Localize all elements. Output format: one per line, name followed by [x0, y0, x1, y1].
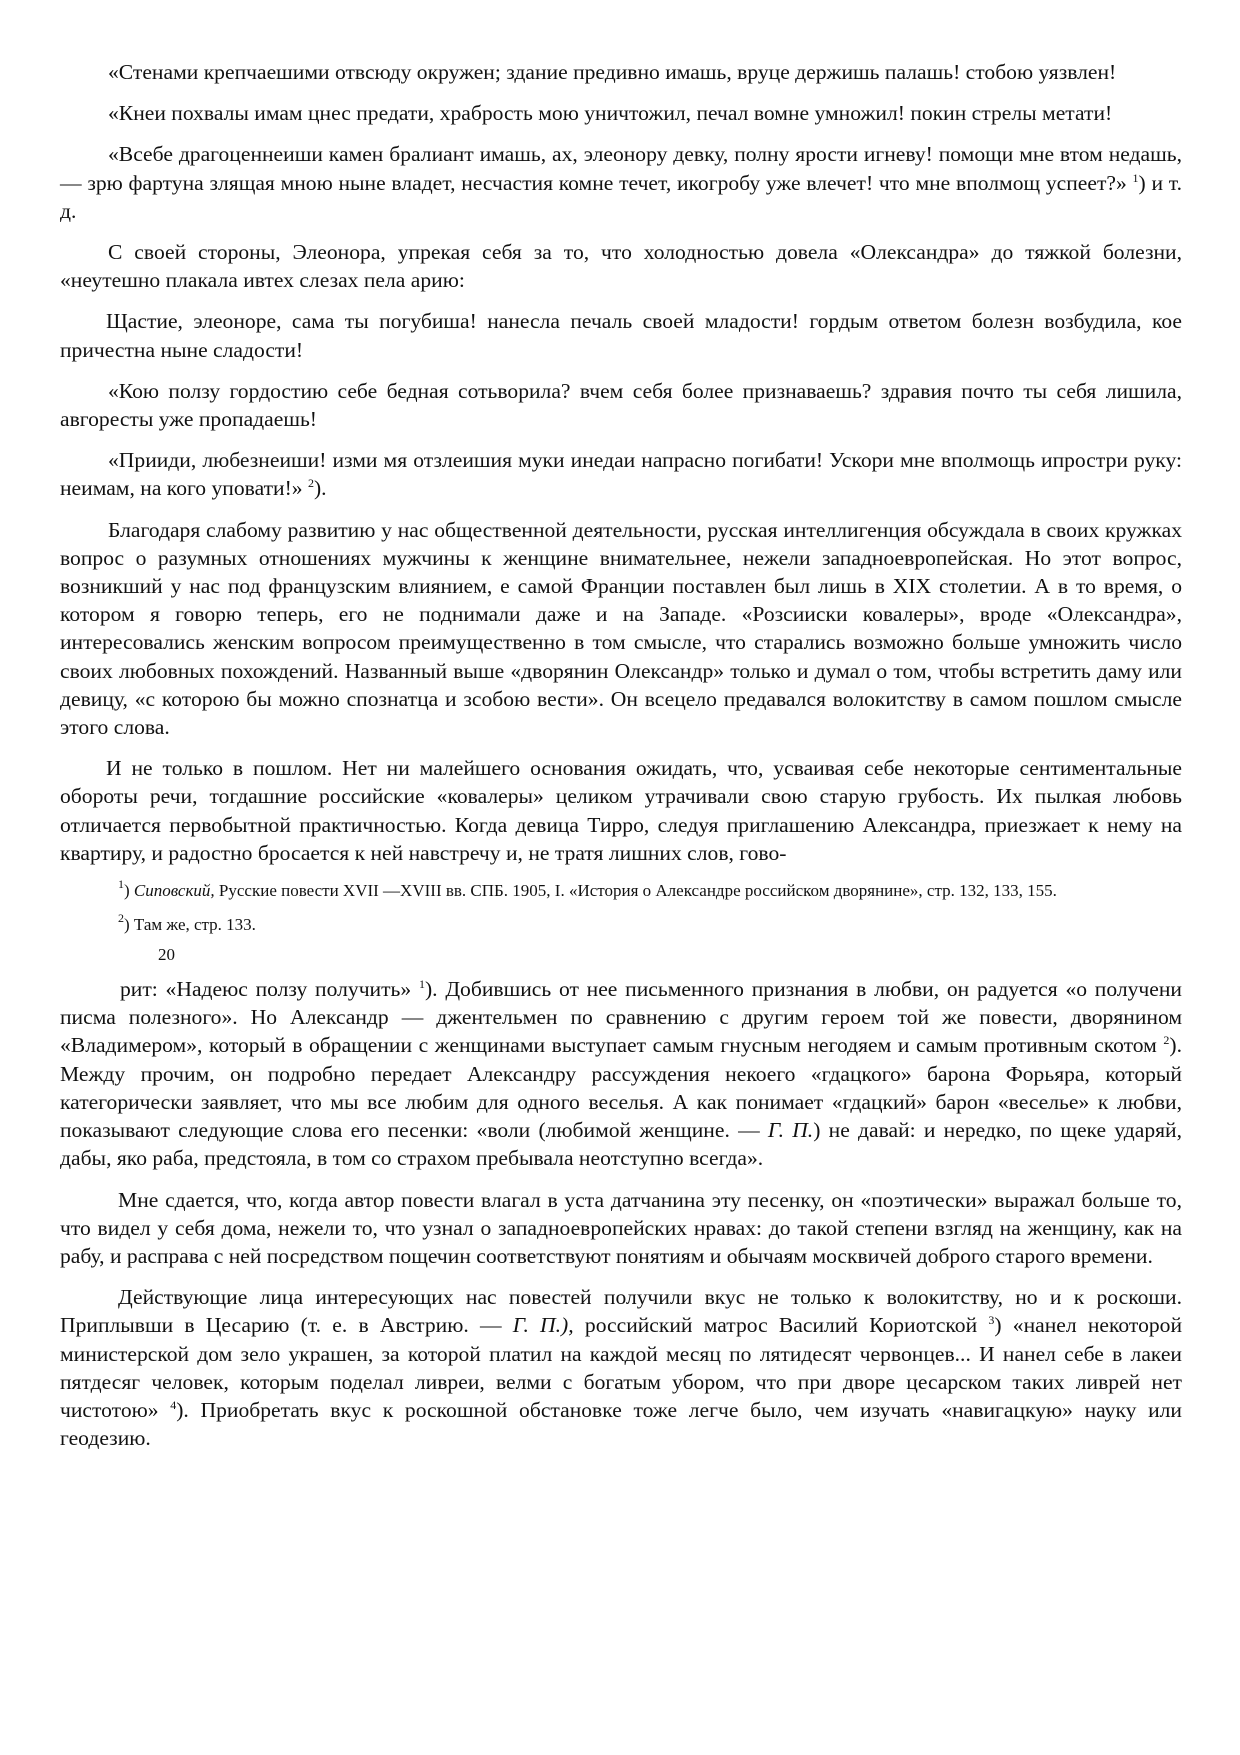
footnote-ref-1: 1 [1132, 170, 1139, 185]
paragraph-12-text-d: ). Приобретать вкус к роскошной обстановке тоже легче было, чем изучать «навигацкую» науку или геодезию. [60, 1397, 1182, 1451]
paragraph-12-text-c: ) «нанел некоторой министерской дом зело украшен, за которой платил на каждой месяц по лятидесят червонцев... И нанел себе в лакеи пятдесяг человек, которым поделал ливреи, велми с богатым убором, что при дворе цесарском таких ливрей нет чистотою» [60, 1313, 1183, 1422]
footnote-ref-3: 1 [418, 977, 425, 992]
footnote-ref-4: 2 [1163, 1033, 1170, 1048]
footnote-1: $^1$) Сиповский, Русские повести XVII —XVIII вв. СПБ. 1905, I. «История о Александре российском дворянине», стр. 132, 133, 155. [118, 877, 1057, 901]
page-number [60, 943, 1182, 967]
paragraph-12-text-b: российский матрос Василий Кориотской [584, 1313, 978, 1338]
document-page [60, 58, 1182, 1452]
paragraph-3-tail: ) и т. д. [60, 170, 1182, 223]
paragraph-8-text: Благодаря слабому развитию у нас общественной деятельности, русская интеллигенция обсуждала в своих кружках вопрос о разумных отношениях мужчины к женщине внимательнее, нежели западноевропейская. Но этот вопрос, возникший у нас под французским влиянием, е самой Франции поставлен был лишь в XIX столетии. А в то время, о котором я говорю теперь, его не поднимали даже и на Западе. «Розсииски ковалеры», вроде «Олександра», интересовались женским вопросом преимущественно в том смысле, что старались возможно больше умножить число своих любовных похождений. Названный выше «дворянин Олександр» только и думал о том, чтобы встретить даму или девицу, «с которою бы можно спознатца и зсобою вести». Он всецело предавался волокитству в самом пошлом смысле этого слова. [60, 517, 1182, 740]
footnote-2-text: ) Там же, стр. 133. [124, 915, 256, 935]
author-initials-2: Г. П.), [512, 1313, 574, 1338]
author-initials: Г. П. [767, 1118, 814, 1143]
page-number-text: 20 [158, 945, 175, 965]
paragraph-5-aria [60, 307, 1182, 363]
paragraph-6-text: «Кою ползу гордостию себе бедная сотьворила? вчем себя более признаваешь? здравия почто ты себя лишила, авгоресты уже пропадаешь! [60, 378, 1182, 432]
paragraph-10-text-a: рит: «Надеюс ползу получить» [120, 977, 412, 1002]
footnote-ref-2: 2 [307, 476, 314, 491]
paragraph-7-tail: ). [313, 476, 327, 501]
paragraph-7-text: «Прииди, любезнеиши! изми мя отзлеишия муки инедаи напрасно погибати! Ускори мне вполмощь ипростри руку: неимам, на кого уповати!» [60, 448, 1182, 501]
paragraph-3 [60, 140, 1182, 225]
paragraph-6 [60, 377, 1182, 433]
paragraph-7 [60, 446, 1182, 502]
paragraph-4-text: С своей стороны, Элеонора, упрекая себя за то, что холодностью довела «Олександра» до тяжкой болезни, «неутешно плакала ивтех слезах пела арию: [60, 240, 1182, 293]
paragraph-3-text: «Всебе драгоценнеиши камен бралиант имашь, ах, элеонору девку, полну ярости игневу! помощи мне втом недашь, — зрю фартуна злящая мною ныне владет, несчастия комне течет, икогробу уже влечет! что мне вполмощ успеет?» [60, 142, 1182, 195]
paragraph-11-text: Мне сдается, что, когда автор повести влагал в уста датчанина эту песенку, он «поэтически» выражал больше то, что видел у себя дома, нежели то, что узнал о западноевропейских нравах: до такой степени взгляд на женщину, как на рабу, и расправа с ней посредством пощечин соответствуют понятиям и обычаям москвичей доброго старого времени. [60, 1187, 1182, 1268]
paragraph-10-text-c: ). Между прочим, он подробно передает Александру рассуждения некоего «гдацкого» барона Форьяра, который категорически заявляет, что мы все любим для одного веселья. А как понимает «гдацкий» барон «веселье» к любви, показывают следующие слова его песенки: «воли (любимой женщине. — [60, 1033, 1182, 1143]
paragraph-2-text: «Кнеи похвалы имам цнес предати, храбрость мою уничтожил, печал вомне умножил! покин стрелы метати! [108, 101, 1113, 126]
paragraph-2 [60, 99, 1182, 127]
paragraph-9 [60, 754, 1182, 867]
footnote-1-mark: 1 [118, 877, 124, 892]
footnote-ref-5: 3 [988, 1313, 995, 1328]
paragraph-12-text-a: Действующие лица интересующих нас повестей получили вкус не только к волокитству, но и к роскоши. Приплывши в Цесарию (т. е. в Австрию. — [60, 1285, 1182, 1338]
paragraph-10 [60, 975, 1182, 1172]
footnote-ref-6: 4 [170, 1397, 177, 1412]
paragraph-10-text-d: ) не давай: и нередко, по щеке ударяй, дабы, яко раба, предстояла, в том со страхом пребывала неотступно всегда». [60, 1118, 1182, 1171]
paragraph-10-text-b: ). Добившись от нее письменного признания в любви, он радуется «о получени писма полезного». Но Александр — джентельмен по сравнению с другим героем той же повести, дворянином «Владимером», который в обращении с женщинами выступает самым гнусным негодяем и самым противным скотом [60, 977, 1182, 1058]
paragraph-1 [60, 58, 1182, 86]
footnote-2 [60, 913, 1182, 937]
paragraph-9-text: И не только в пошлом. Нет ни малейшего основания ожидать, что, усваивая себе некоторые сентиментальные обороты речи, тогдашние российские «ковалеры» целиком утрачивали свою старую грубость. Их пылкая любовь отличается первобытной практичностью. Когда девица Тирро, следуя приглашению Александра, приезжает к нему на квартиру, и радостно бросается к ней навстречу и, не тратя лишних слов, гово- [60, 756, 1182, 865]
paragraph-12 [60, 1283, 1182, 1452]
paragraph-8 [60, 516, 1182, 742]
paragraph-11 [60, 1186, 1182, 1271]
paragraph-1-text: «Стенами крепчаешими отвсюду окружен; здание предивно имашь, вруце держишь палашь! стобою уязвлен! [108, 60, 1117, 84]
footnote-2-mark: 2 [118, 911, 124, 926]
footnote-1-text: Русские повести XVII —XVIII вв. СПБ. 1905, I. «История о Александре российском дворянине», стр. 132, 133, 155. [218, 881, 1057, 901]
footnote-1-author: Сиповский, [133, 881, 215, 901]
paragraph-4 [60, 238, 1182, 294]
paragraph-5-text: Щастие, элеоноре, сама ты погубиша! нанесла печаль своей младости! гордым ответом болезн возбудила, кое причестна ныне сладости! [60, 309, 1182, 362]
